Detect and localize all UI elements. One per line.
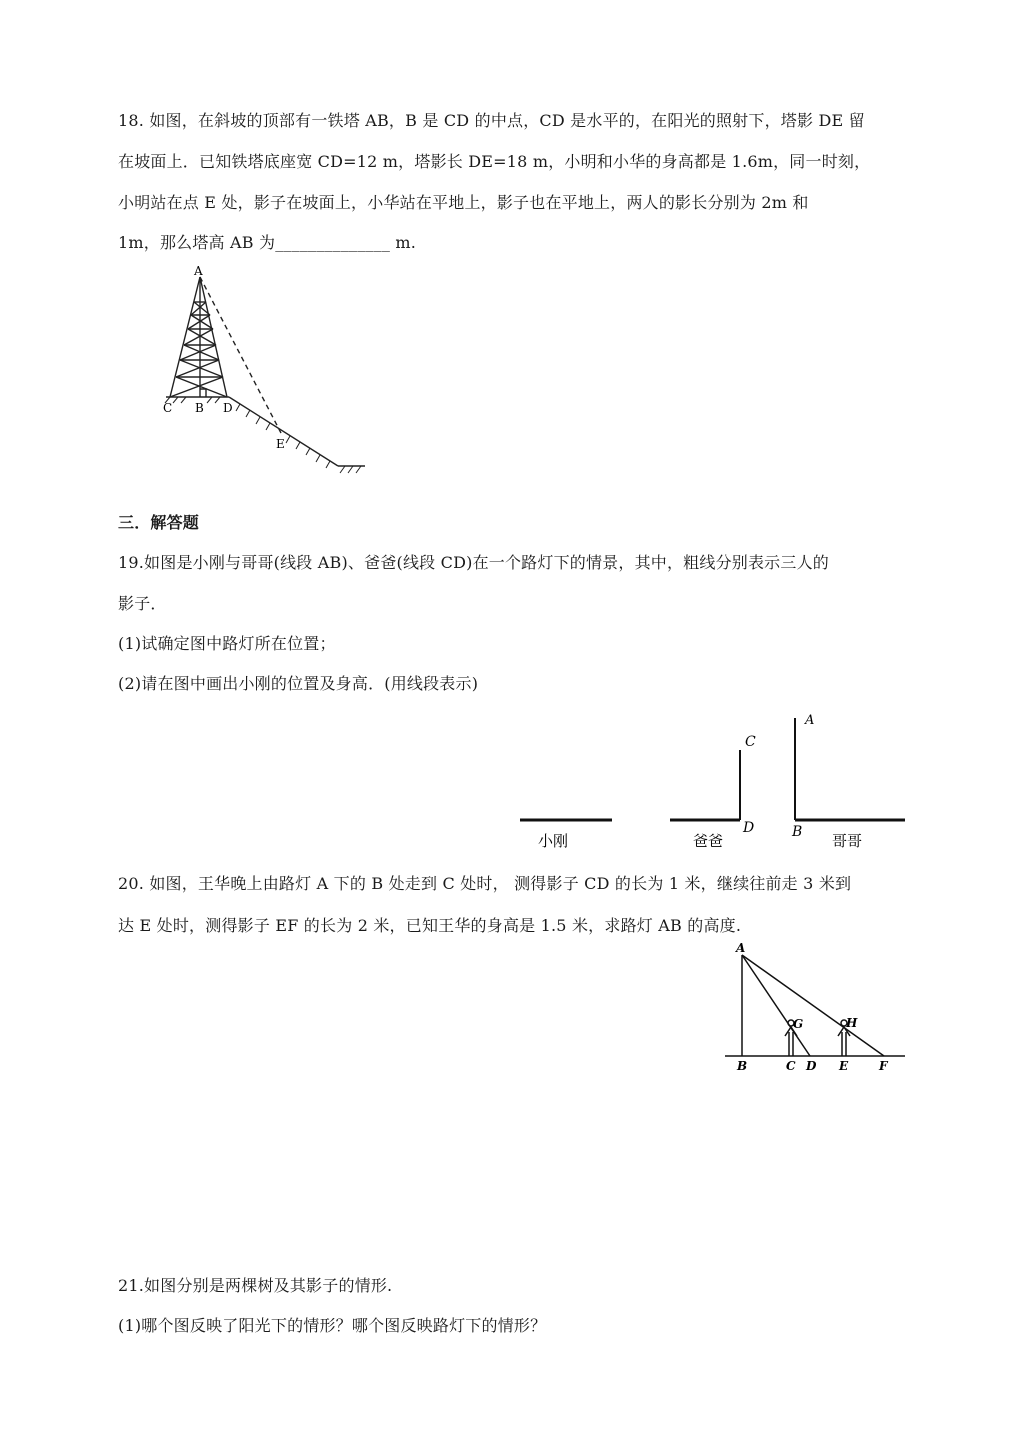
- q19-label-B: B: [792, 824, 803, 840]
- q18-line-4: 1m，那么塔高 AB 为______________ m.: [118, 233, 416, 252]
- q20-label-E: E: [839, 1059, 849, 1073]
- q18-line-2: 在坡面上．已知铁塔底座宽 CD=12 m，塔影长 DE=18 m，小明和小华的身高都是 1.6m，同一时刻，: [118, 152, 871, 171]
- q19-line-2: 影子．: [118, 594, 167, 613]
- q18-label-A: A: [194, 264, 203, 278]
- q20-label-F: F: [879, 1059, 888, 1073]
- q20-line-1: 20. 如图，王华晚上由路灯 A 下的 B 处走到 C 处时， 测得影子 CD 的长为 1 米，继续往前走 3 米到: [118, 874, 852, 893]
- q18-line-1: 18. 如图，在斜坡的顶部有一铁塔 AB，B 是 CD 的中点，CD 是水平的，在阳光的照射下，塔影 DE 留: [118, 111, 865, 130]
- q18-tower-figure: [150, 260, 410, 480]
- q19-line-1: 19.如图是小刚与哥哥(线段 AB)、爸爸(线段 CD)在一个路灯下的情景，其中，粗线分别表示三人的: [118, 553, 829, 572]
- q18-label-E: E: [276, 437, 285, 451]
- section-title: 三．解答题: [118, 513, 200, 532]
- q18-label-D: D: [223, 401, 233, 415]
- label-xiaogang: 小刚: [538, 832, 569, 850]
- q20-line-2: 达 E 处时，测得影子 EF 的长为 2 米，已知王华的身高是 1.5 米，求路灯 AB 的高度.: [118, 916, 742, 935]
- q19-line-3: (1)试确定图中路灯所在位置；: [118, 634, 336, 653]
- q19-streetlight-figure: [510, 705, 910, 855]
- q20-label-C: C: [786, 1059, 796, 1073]
- q18-line-3: 小明站在点 E 处，影子在坡面上，小华站在平地上，影子也在平地上，两人的影长分别为 2m 和: [118, 193, 809, 212]
- q19-label-A: A: [805, 713, 815, 728]
- q19-label-D: D: [743, 820, 755, 836]
- q20-label-H: H: [846, 1016, 858, 1030]
- q20-label-D: D: [806, 1059, 817, 1073]
- q18-label-C: C: [163, 401, 173, 415]
- q20-label-G: G: [793, 1017, 804, 1031]
- q19-line-4: (2)请在图中画出小刚的位置及身高．(用线段表示): [118, 674, 479, 693]
- q21-line-1: 21.如图分别是两棵树及其影子的情形.: [118, 1276, 393, 1295]
- q18-label-B: B: [195, 401, 204, 415]
- label-gege: 哥哥: [832, 832, 863, 850]
- q19-label-C: C: [745, 734, 756, 750]
- q20-label-A: A: [736, 941, 746, 955]
- q20-lamp-figure: [722, 940, 912, 1075]
- q21-line-2: (1)哪个图反映了阳光下的情形？哪个图反映路灯下的情形？: [118, 1316, 547, 1335]
- q20-label-B: B: [737, 1059, 748, 1073]
- label-baba: 爸爸: [693, 832, 724, 850]
